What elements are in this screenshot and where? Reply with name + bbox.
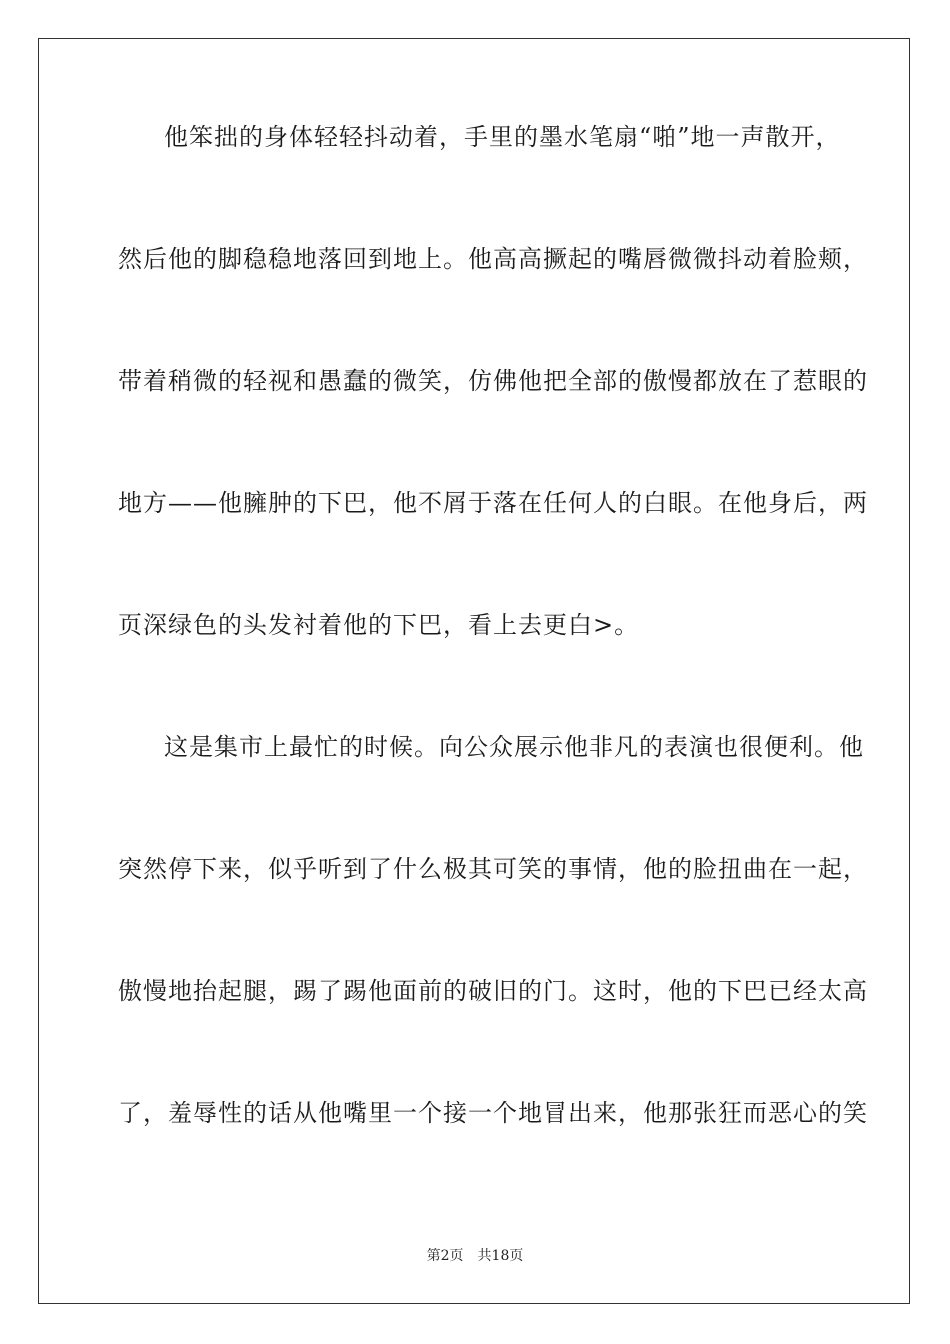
text-line: 傲慢地抬起腿，踢了踢他面前的破旧的门。这时，他的下巴已经太高 (118, 977, 868, 1005)
page-number-footer: 第2页 共18页 (426, 1248, 524, 1264)
text-line: 然后他的脚稳稳地落回到地上。他高高撅起的嘴唇微微抖动着脸颊， (118, 245, 868, 273)
paragraph-2 (118, 730, 868, 1218)
text-line: 他笨拙的身体轻轻抖动着，手里的墨水笔扇“啪”地一声散开， (164, 123, 841, 151)
text-line: 带着稍微的轻视和愚蠢的微笑，仿佛他把全部的傲慢都放在了惹眼的 (118, 367, 868, 395)
paragraph-1 (118, 120, 868, 730)
text-line: 了，羞辱性的话从他嘴里一个接一个地冒出来，他那张狂而恶心的笑 (118, 1099, 868, 1127)
text-line: 地方——他臃肿的下巴，他不屑于落在任何人的白眼。在他身后，两 (118, 489, 868, 517)
document-body (118, 120, 868, 1218)
text-line: 突然停下来，似乎听到了什么极其可笑的事情，他的脸扭曲在一起， (118, 855, 868, 883)
text-line: 页深绿色的头发衬着他的下巴，看上去更白>。 (118, 611, 640, 639)
text-line: 这是集市上最忙的时候。向公众展示他非凡的表演也很便利。他 (164, 733, 864, 761)
